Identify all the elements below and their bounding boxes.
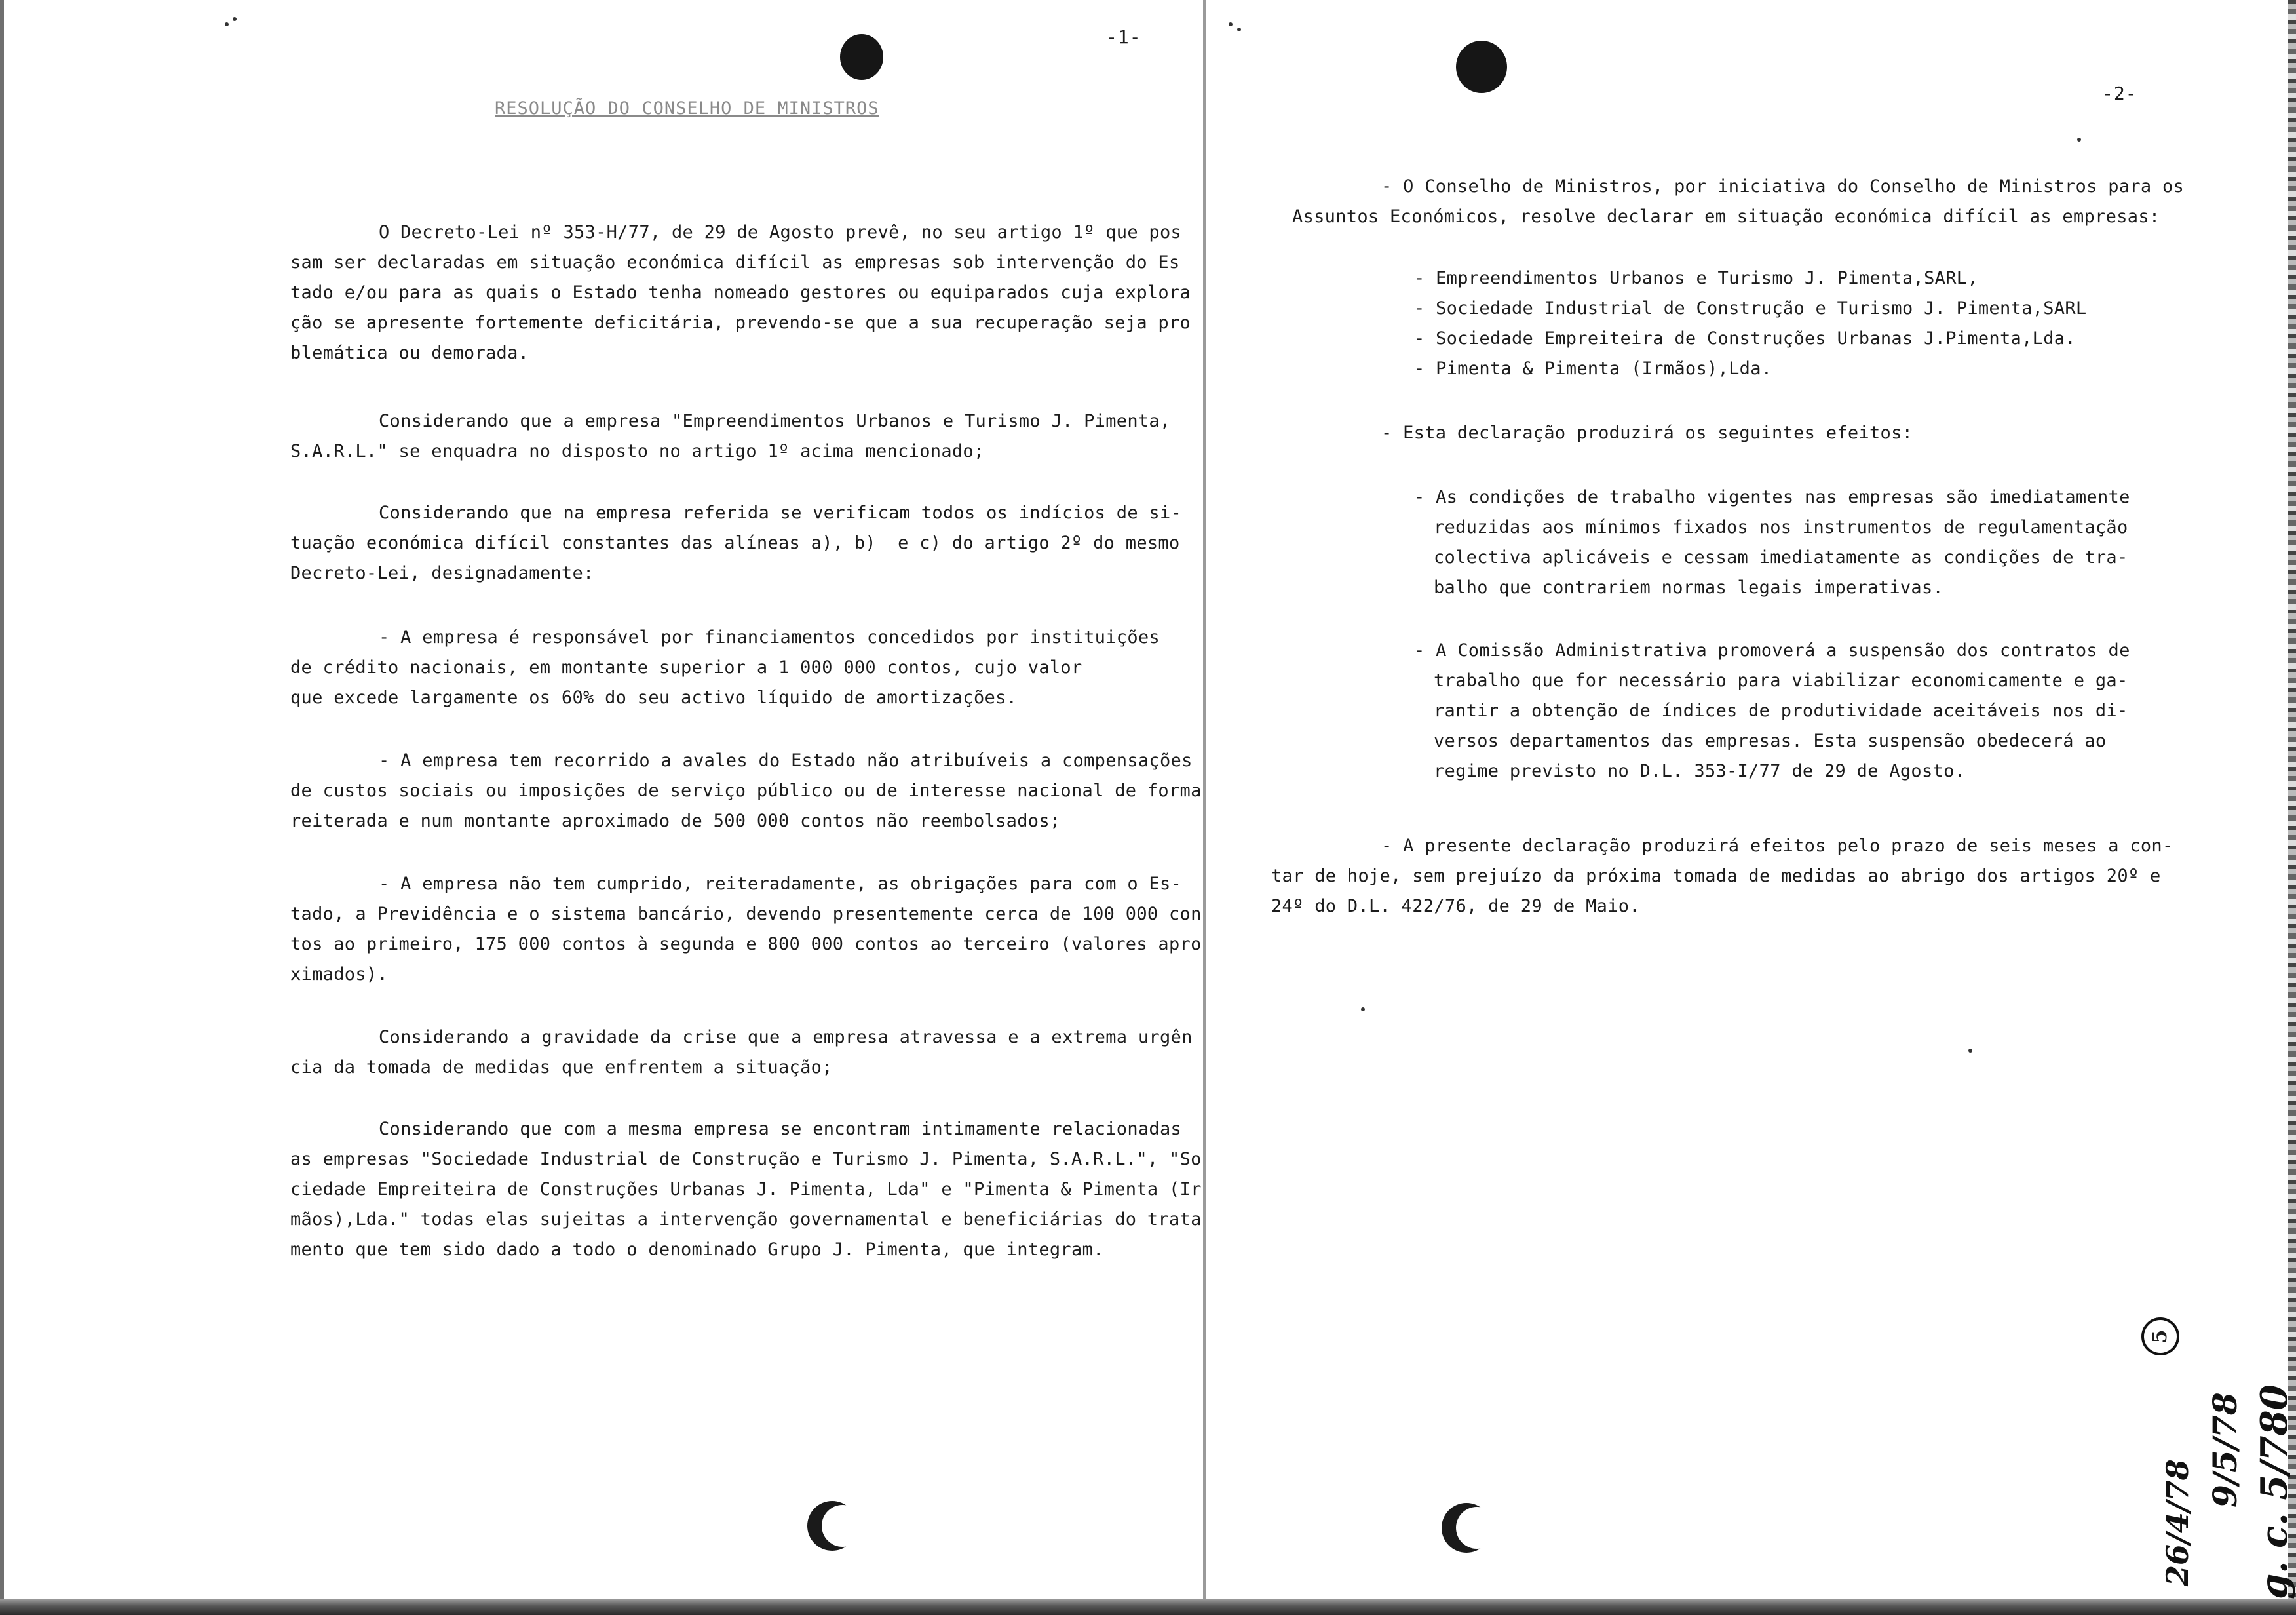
p2-line-18: tar de hoje, sem prejuízo da próxima tomada de medidas ao abrigo dos artigos 20º e [1271,866,2161,886]
speck [225,22,229,26]
p2-line-11: balho que contrariem normas legais imperativas. [1434,577,1944,598]
p1-line-21: Considerando a gravidade da crise que a empresa atravessa e a extrema urgên [379,1027,1193,1047]
p1-line-6: Considerando que a empresa "Empreendimentos Urbanos e Turismo J. Pimenta, [379,411,1171,431]
speck [233,17,237,21]
p2-line-10: colectiva aplicáveis e cessam imediatamente as condições de tra- [1434,547,2128,568]
p2-line-13: trabalho que for necessário para viabilizar economicamente e ga- [1434,671,2128,691]
p2-line-12: - A Comissão Administrativa promoverá a suspensão dos contratos de [1414,640,2130,661]
p2-line-16: regime previsto no D.L. 353-I/77 de 29 de Agosto. [1434,761,1966,781]
p1-line-23: Considerando que com a mesma empresa se encontram intimamente relacionadas [379,1119,1182,1139]
p1-line-25: ciedade Empreiteira de Construções Urbanas J. Pimenta, Lda" e "Pimenta & Pimenta (Ir [290,1179,1202,1199]
document-title: RESOLUÇÃO DO CONSELHO DE MINISTROS [495,98,879,119]
p2-line-14: rantir a obtenção de índices de produtividade aceitáveis nos di- [1434,701,2128,721]
p2-company-2: - Sociedade Industrial de Construção e Turismo J. Pimenta,SARL [1414,298,2087,319]
scan-bottom-edge [0,1599,2296,1615]
p1-line-22: cia da tomada de medidas que enfrentem a situação; [290,1057,833,1078]
p1-line-8: Considerando que na empresa referida se verificam todos os indícios de si- [379,503,1182,523]
p1-line-20: ximados). [290,964,388,984]
page-fold-divider [1203,0,1206,1599]
p1-line-17: - A empresa não tem cumprido, reiteradamente, as obrigações para com o Es- [379,874,1182,894]
p2-line-17: - A presente declaração produzirá efeitos pelo prazo de seis meses a con- [1381,836,2173,856]
page-number: -1- [1106,26,1141,48]
p1-line-5: blemática ou demorada. [290,343,529,363]
p1-line-11: - A empresa é responsável por financiamentos concedidos por instituições [379,627,1160,648]
circled-number-stamp: 5 [2141,1317,2179,1355]
page-number: -2- [2102,83,2137,104]
speck [2077,138,2081,142]
p1-line-15: de custos sociais ou imposições de serviço público ou de interesse nacional de forma [290,781,1202,801]
page-2 [1206,0,2296,1599]
p1-line-14: - A empresa tem recorrido a avales do Estado não atribuíveis a compensações [379,750,1193,771]
p1-line-12: de crédito nacionais, em montante superior a 1 000 000 contos, cujo valor [290,657,1082,678]
p1-line-2: sam ser declaradas em situação económica difícil as empresas sob intervenção do Es [290,252,1180,273]
speck [1229,22,1233,26]
p2-company-1: - Empreendimentos Urbanos e Turismo J. Pimenta,SARL, [1414,268,1978,288]
scan-right-edge [2288,0,2296,1599]
p1-line-3: tado e/ou para as quais o Estado tenha nomeado gestores ou equiparados cuja explora [290,282,1191,303]
speck [1361,1007,1365,1011]
p2-company-3: - Sociedade Empreiteira de Construções Urbanas J.Pimenta,Lda. [1414,328,2076,349]
p2-line-8: - As condições de trabalho vigentes nas empresas são imediatamente [1414,487,2130,507]
punch-hole-bottom-left [807,1501,857,1551]
p1-line-10: Decreto-Lei, designadamente: [290,563,594,583]
p2-company-4: - Pimenta & Pimenta (Irmãos),Lda. [1414,359,1772,379]
scan-left-edge [0,0,4,1599]
speck [1968,1049,1972,1053]
p2-line-9: reduzidas aos mínimos fixados nos instrumentos de regulamentação [1434,517,2128,537]
p1-line-19: tos ao primeiro, 175 000 contos à segunda e 800 000 contos ao terceiro (valores apro [290,934,1202,954]
handwritten-date-2: 9/5/78 [2206,1392,2244,1508]
p1-line-4: ção se apresente fortemente deficitária, prevendo-se que a sua recuperação seja pro [290,313,1191,333]
p1-line-24: as empresas "Sociedade Industrial de Construção e Turismo J. Pimenta, S.A.R.L.", "So [290,1149,1202,1169]
handwritten-date-1: 26/4/78 [2160,1459,2195,1586]
p2-line-1: - O Conselho de Ministros, por iniciativa do Conselho de Ministros para os [1381,176,2185,197]
p1-line-16: reiterada e num montante aproximado de 500 000 contos não reembolsados; [290,811,1061,831]
p1-line-9: tuação económica difícil constantes das alíneas a), b) e c) do artigo 2º do mesmo [290,533,1180,553]
p2-line-7: - Esta declaração produzirá os seguintes efeitos: [1381,423,1913,443]
p2-line-19: 24º do D.L. 422/76, de 29 de Maio. [1271,896,1640,916]
handwritten-reference: g. c. 5/780 [2253,1384,2296,1599]
p1-line-1: O Decreto-Lei nº 353-H/77, de 29 de Agosto prevê, no seu artigo 1º que pos [379,222,1182,243]
p1-line-27: mento que tem sido dado a todo o denominado Grupo J. Pimenta, que integram. [290,1239,1104,1260]
speck [1237,28,1241,31]
p1-line-13: que excede largamente os 60% do seu activo líquido de amortizações. [290,688,1018,708]
p2-line-2: Assuntos Económicos, resolve declarar em situação económica difícil as empresas: [1292,206,2160,227]
punch-hole-bottom-right [1442,1503,1491,1553]
p1-line-7: S.A.R.L." se enquadra no disposto no artigo 1º acima mencionado; [290,441,985,461]
punch-hole-top-left [840,34,883,80]
p2-line-15: versos departamentos das empresas. Esta suspensão obedecerá ao [1434,731,2107,751]
punch-hole-top-right [1456,41,1507,93]
p1-line-18: tado, a Previdência e o sistema bancário, devendo presentemente cerca de 100 000 con [290,904,1202,924]
p1-line-26: mãos),Lda." todas elas sujeitas a intervenção governamental e beneficiárias do trata [290,1209,1202,1230]
